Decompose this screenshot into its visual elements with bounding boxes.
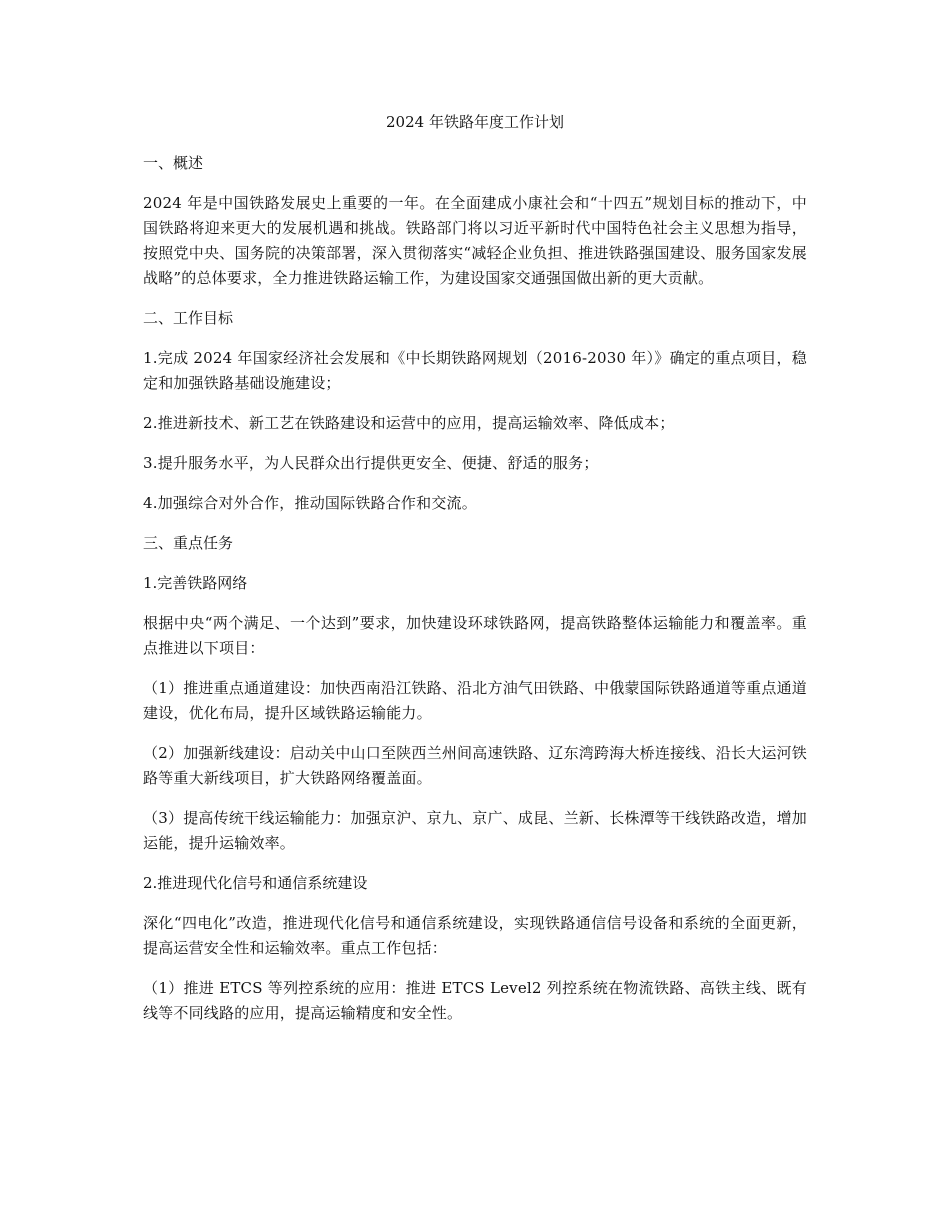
goal-item-4: 4.加强综合对外合作，推动国际铁路合作和交流。 [143, 494, 477, 512]
network-intro-paragraph: 根据中央“两个满足、一个达到”要求，加快建设环球铁路网，提高铁路整体运输能力和覆盖率。重点推进以下项目： [143, 614, 807, 657]
section-heading-goals: 二、工作目标 [143, 309, 234, 327]
overview-paragraph: 2024 年是中国铁路发展史上重要的一年。在全面建成小康社会和“十四五”规划目标的推动下，中国铁路将迎来更大的发展机遇和挑战。铁路部门将以习近平新时代中国特色社会主义思想为指导，按照党中央、国务院的决策部署，深入贯彻落实“减轻企业负担、推进铁路强国建设、服务国家发展战略”的总体要求，全力推进铁路运输工作，为建设国家交通强国做出新的更大贡献。 [143, 194, 807, 287]
subsection-heading-signal: 2.推进现代化信号和通信系统建设 [143, 874, 368, 892]
goal-item-3: 3.提升服务水平，为人民群众出行提供更安全、便捷、舒适的服务； [143, 454, 599, 472]
subsection-heading-network: 1.完善铁路网络 [143, 574, 248, 592]
network-item-2: （2）加强新线建设：启动关中山口至陕西兰州间高速铁路、辽东湾跨海大桥连接线、沿长大运河铁路等重大新线项目，扩大铁路网络覆盖面。 [143, 744, 807, 787]
goal-item-1: 1.完成 2024 年国家经济社会发展和《中长期铁路网规划（2016-2030 年）》确定的重点项目，稳定和加强铁路基础设施建设； [143, 349, 807, 392]
network-item-1: （1）推进重点通道建设：加快西南沿江铁路、沿北方油气田铁路、中俄蒙国际铁路通道等重点通道建设，优化布局，提升区域铁路运输能力。 [143, 679, 807, 722]
signal-item-1: （1）推进 ETCS 等列控系统的应用：推进 ETCS Level2 列控系统在物流铁路、高铁主线、既有线等不同线路的应用，提高运输精度和安全性。 [143, 979, 807, 1022]
signal-intro-paragraph: 深化“四电化”改造，推进现代化信号和通信系统建设，实现铁路通信信号设备和系统的全面更新，提高运营安全性和运输效率。重点工作包括： [143, 914, 807, 957]
document-title: 2024 年铁路年度工作计划 [386, 113, 564, 131]
section-heading-tasks: 三、重点任务 [143, 534, 234, 552]
section-heading-overview: 一、概述 [143, 154, 204, 172]
network-item-3: （3）提高传统干线运输能力：加强京沪、京九、京广、成昆、兰新、长株潭等干线铁路改造，增加运能，提升运输效率。 [143, 809, 807, 852]
goal-item-2: 2.推进新技术、新工艺在铁路建设和运营中的应用，提高运输效率、降低成本； [143, 414, 675, 432]
